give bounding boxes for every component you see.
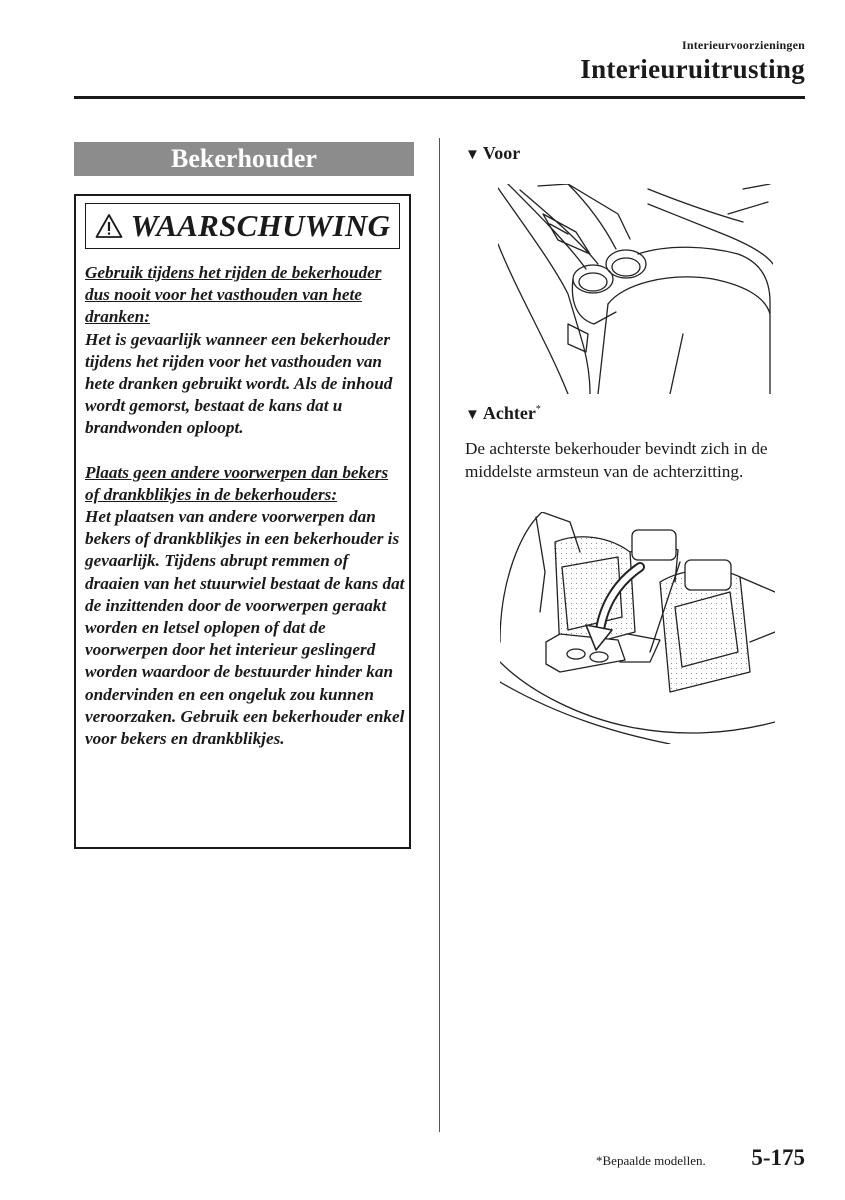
warning-para2-body: Het plaatsen van andere voorwerpen dan bekers of drankblikjes in een bekerhouder is gevaarlijk. Tijdens abrupt remmen of draaien van het stuurwiel bestaat de kans dat de inzittenden door de voorwerpen geraakt worden en letsel oplopen of dat de voorwerpen door het interieur geslingerd worden waardoor de bestuurder hinder kan ondervinden en een ongeluk zou kunnen veroorzaken. Gebruik een bekerhouder enkel voor bekers en drankblikjes. [85,507,405,749]
rear-armrest-illustration [500,512,775,744]
rear-description: De achterste bekerhouder bevindt zich in de middelste armsteun van de achterzitting. [465,439,768,481]
warning-header [85,203,400,249]
rear-asterisk: * [535,404,541,415]
footnote: *Bepaalde modellen. [596,1153,706,1168]
front-heading [465,143,520,164]
warning-body [85,262,405,750]
triangle-down-icon: ▼ [465,407,480,423]
warning-para1-heading: Gebruik tijdens het rijden de bekerhouder dus nooit voor het vasthouden van hete dranken: [85,263,382,327]
header-rule [74,96,805,99]
section-title: Bekerhouder [74,142,414,176]
warning-box [74,194,411,849]
rear-heading [465,403,541,424]
header-chapter: Interieuruitrusting [580,54,805,84]
warning-para2-heading: Plaats geen andere voorwerpen dan bekers of drankblikjes in de bekerhouders: [85,462,389,504]
column-divider [439,138,440,1132]
front-cupholder-illustration [498,184,773,394]
rear-label: Achter [482,403,536,423]
warning-para1-body: Het is gevaarlijk wanneer een bekerhouder tijdens het rijden voor het vasthouden van hete dranken gebruikt wordt. Als de inhoud wordt gemorst, bestaat de kans dat u brandwonden oploopt. [85,329,393,438]
front-label: Voor [482,143,521,163]
header-section: Interieurvoorzieningen [681,38,805,52]
page-number: 5-175 [751,1145,805,1170]
warning-triangle-icon [95,213,123,239]
warning-heading: WAARSCHUWING [130,208,391,243]
triangle-down-icon: ▼ [465,147,480,163]
